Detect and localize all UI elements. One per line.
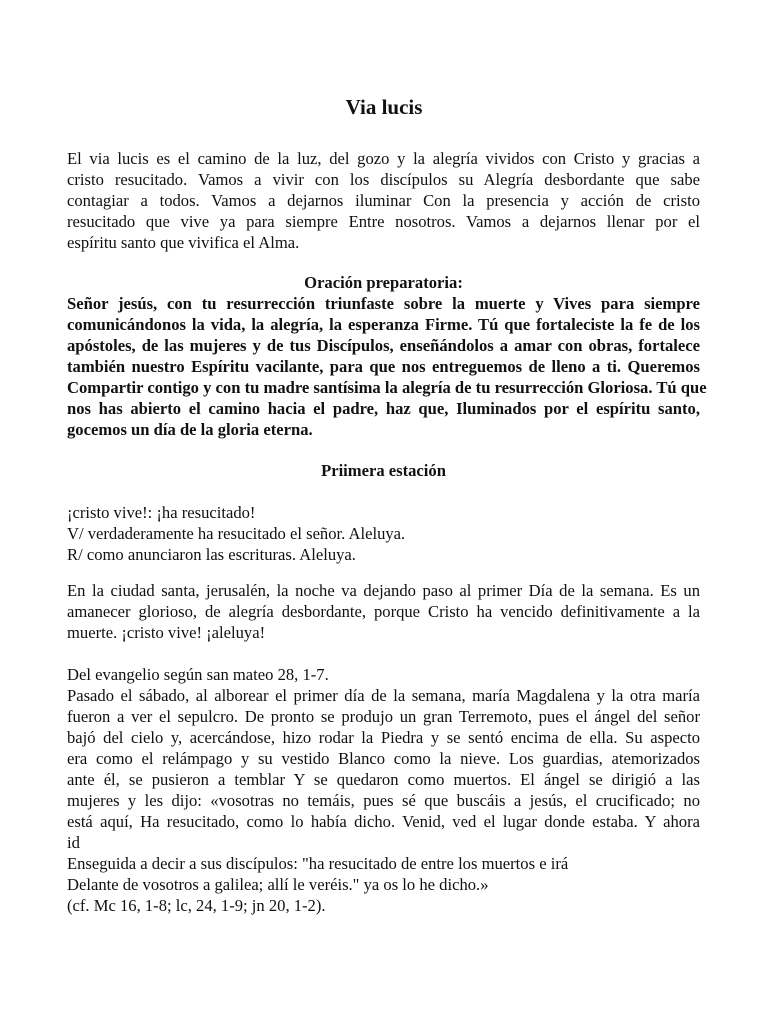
intro-paragraph	[67, 148, 700, 253]
text-line: nos has abierto el camino hacia el padre, haz que, Iluminados por el espíritu santo,	[67, 399, 700, 418]
text-line: mujeres y les dijo: «vosotras no temáis, pues sé que buscáis a jesús, el crucificado; no	[67, 791, 700, 810]
versicle-line: R/ como anunciaron las escrituras. Aleluya.	[67, 545, 356, 564]
citation-line: (cf. Mc 16, 1-8; lc, 24, 1-9; jn 20, 1-2).	[67, 896, 326, 915]
text-line: id	[67, 833, 80, 852]
gospel-reference: Del evangelio según san mateo 28, 1-7.	[67, 665, 329, 684]
text-line: ante él, se pusieron a temblar Y se quedaron como muertos. El ángel se dirigió a las	[67, 770, 700, 789]
text-line: gocemos un día de la gloria eterna.	[67, 420, 313, 439]
station-heading: Priimera estación	[321, 461, 446, 480]
text-line: espíritu santo que vivifica el Alma.	[67, 233, 300, 252]
text-line: está aquí, Ha resucitado, como lo había dicho. Venid, ved el lugar donde estaba. Y ahora	[67, 812, 700, 831]
page-title: Via lucis	[345, 95, 423, 119]
text-line: En la ciudad santa, jerusalén, la noche va dejando paso al primer Día de la semana. Es un	[67, 581, 700, 600]
text-line: comunicándonos la vida, la alegría, la esperanza Firme. Tú que fortaleciste la fe de los	[67, 315, 700, 334]
text-line: contagiar a todos. Vamos a dejarnos iluminar Con la presencia y acción de cristo	[67, 191, 700, 210]
text-line: Delante de vosotros a galilea; allí le veréis." ya os lo he dicho.»	[67, 875, 489, 894]
gospel-section	[67, 664, 700, 916]
text-line: era como el relámpago y su vestido Blanco como la nieve. Los guardias, atemorizados	[67, 749, 700, 768]
station-heading-block	[67, 460, 700, 481]
prayer-section	[67, 272, 707, 440]
text-line: bajó del cielo y, acercándose, hizo rodar la Piedra y se sentó encima de ella. Su aspecto	[67, 728, 700, 747]
prayer-heading: Oración preparatoria:	[304, 273, 463, 292]
text-line: resucitado que vive ya para siempre Entre nosotros. Vamos a dejarnos llenar por el	[67, 212, 700, 231]
text-line: Señor jesús, con tu resurrección triunfaste sobre la muerte y Vives para siempre	[67, 294, 700, 313]
text-line: Pasado el sábado, al alborear el primer día de la semana, maría Magdalena y la otra maría	[67, 686, 700, 705]
text-line: muerte. ¡cristo vive! ¡aleluya!	[67, 623, 266, 642]
text-line: apóstoles, de las mujeres y de tus Discípulos, enseñándolos a amar con obras, fortalece	[67, 336, 700, 355]
text-line: cristo resucitado. Vamos a vivir con los discípulos su Alegría desbordante que sabe	[67, 170, 700, 189]
versicles	[67, 502, 700, 565]
text-line: también nuestro Espíritu vacilante, para que nos entreguemos de lleno a ti. Queremos	[67, 357, 700, 376]
text-line: Enseguida a decir a sus discípulos: "ha resucitado de entre los muertos e irá	[67, 854, 569, 873]
versicle-line: V/ verdaderamente ha resucitado el señor. Aleluya.	[67, 524, 406, 543]
versicle-line: ¡cristo vive!: ¡ha resucitado!	[67, 503, 256, 522]
text-line: El via lucis es el camino de la luz, del gozo y la alegría vividos con Cristo y gracias a	[67, 149, 700, 168]
text-line: Compartir contigo y con tu madre santísima la alegría de tu resurrección Gloriosa. Tú que	[67, 378, 707, 397]
text-line: fueron a ver el sepulcro. De pronto se produjo un gran Terremoto, pues el ángel del señor	[67, 707, 700, 726]
reflection-paragraph	[67, 580, 700, 643]
text-line: amanecer glorioso, de alegría desbordante, porque Cristo ha vencido definitivamente a la	[67, 602, 700, 621]
